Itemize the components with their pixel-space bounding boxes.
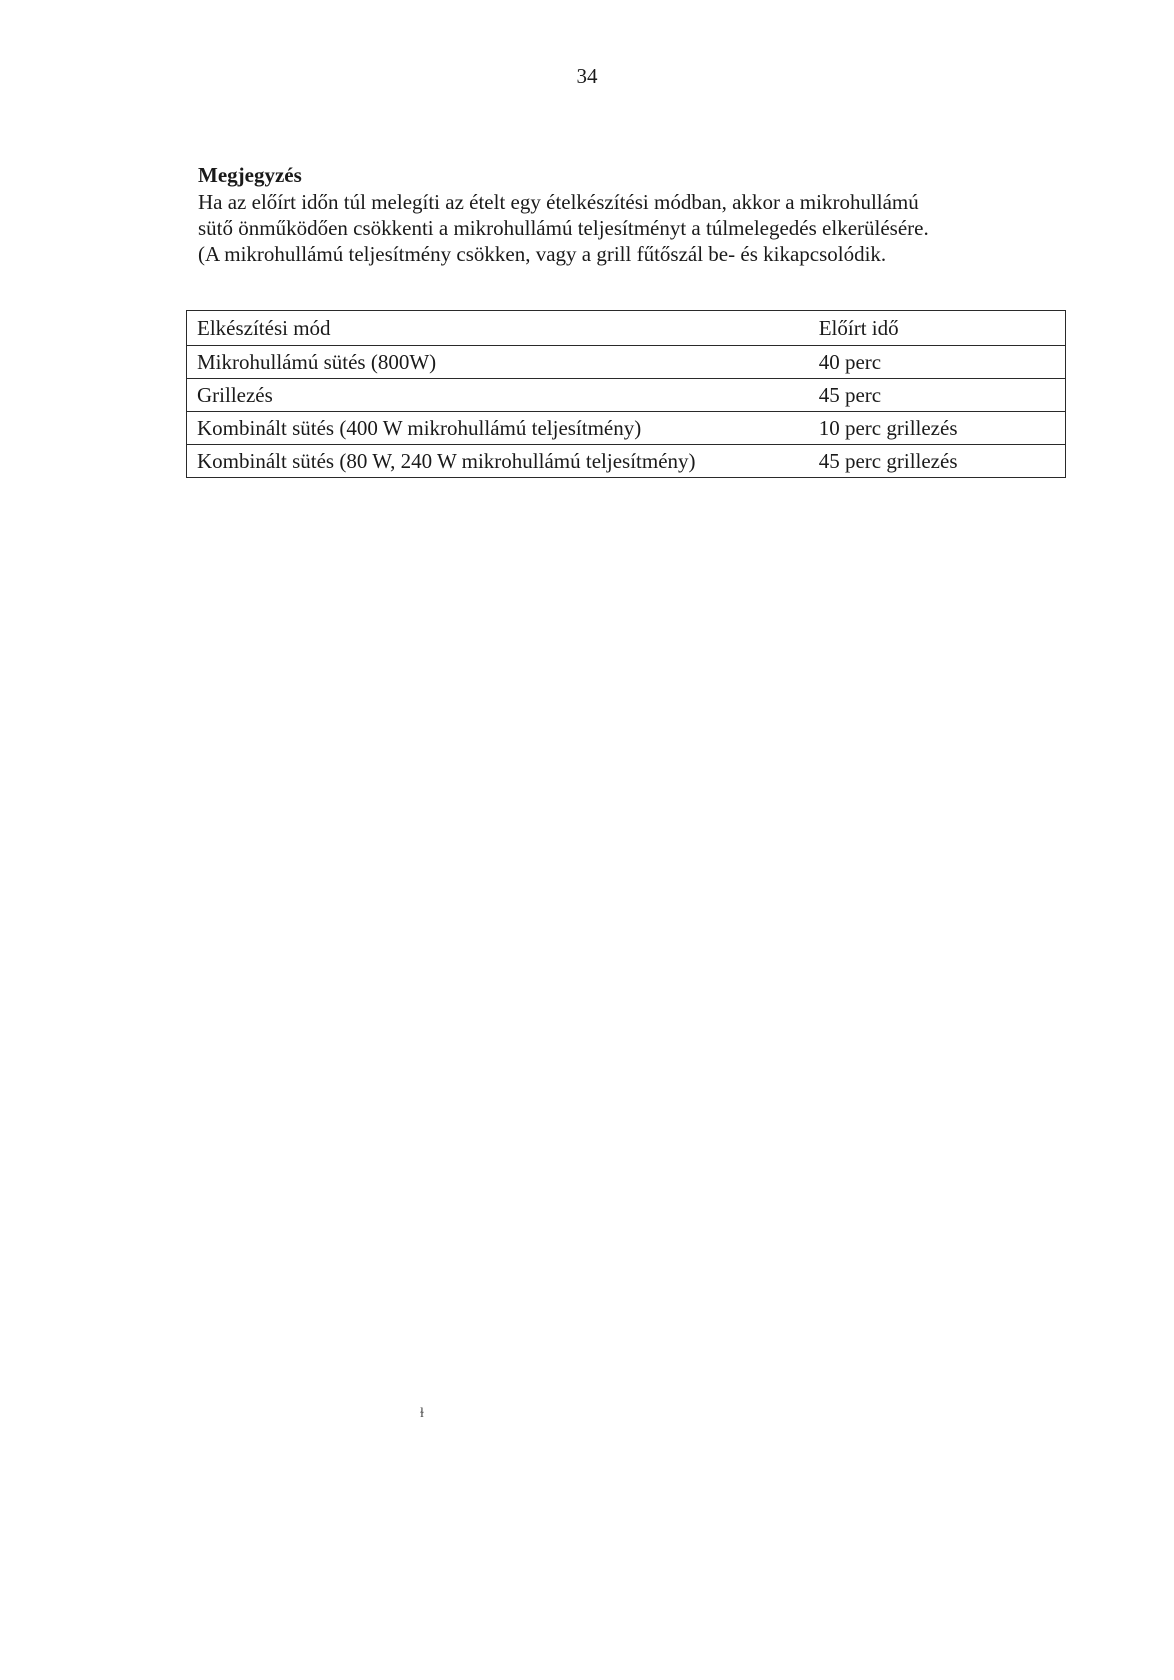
cell-prescribed-time: 45 perc grillezés <box>809 445 1066 478</box>
cell-cooking-mode: Mikrohullámú sütés (800W) <box>187 346 809 379</box>
note-line: (A mikrohullámú teljesítmény csökken, vagy a grill fűtőszál be- és kikapcsolódik. <box>198 242 887 266</box>
cooking-time-table <box>186 310 1066 478</box>
note-line: Ha az előírt időn túl melegíti az ételt egy ételkészítési módban, akkor a mikrohullámú <box>198 190 919 214</box>
cell-prescribed-time: 10 perc grillezés <box>809 412 1066 445</box>
note-heading: Megjegyzés <box>198 163 302 187</box>
table-row <box>187 445 1066 478</box>
scan-speck: ɫ <box>420 1406 424 1421</box>
table-row <box>187 412 1066 445</box>
cell-prescribed-time: 45 perc <box>809 379 1066 412</box>
header-cooking-mode: Elkészítési mód <box>187 311 809 346</box>
cell-cooking-mode: Kombinált sütés (80 W, 240 W mikrohullámú teljesítmény) <box>187 445 809 478</box>
table-header-row <box>187 311 1066 346</box>
cell-cooking-mode: Kombinált sütés (400 W mikrohullámú teljesítmény) <box>187 412 809 445</box>
note-line: sütő önműködően csökkenti a mikrohullámú teljesítményt a túlmelegedés elkerülésére. <box>198 216 929 240</box>
cell-prescribed-time: 40 perc <box>809 346 1066 379</box>
page-number: 34 <box>576 64 598 88</box>
cell-cooking-mode: Grillezés <box>187 379 809 412</box>
table-row <box>187 346 1066 379</box>
note-section <box>198 163 1078 267</box>
header-prescribed-time: Előírt idő <box>809 311 1066 346</box>
table-row <box>187 379 1066 412</box>
